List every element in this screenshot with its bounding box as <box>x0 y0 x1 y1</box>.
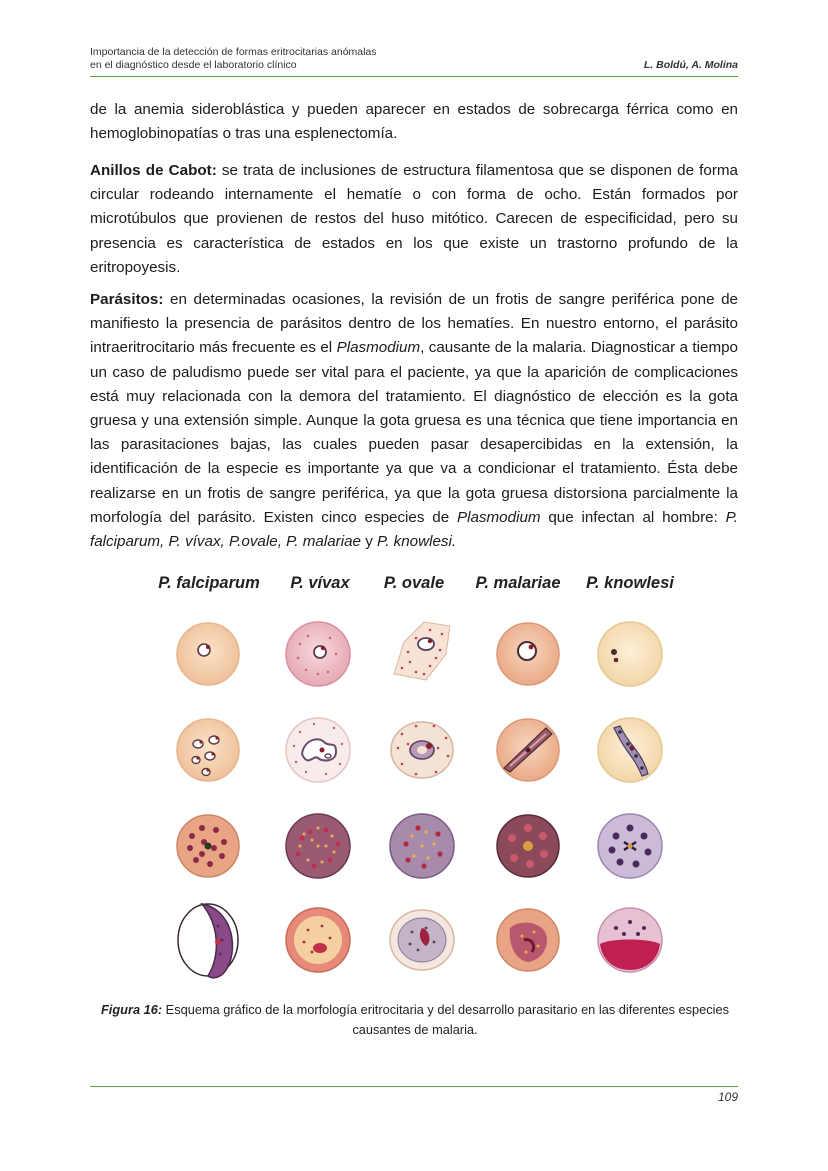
falciparum-multiple-rings-cell <box>168 710 248 790</box>
ovale-gametocyte-cell <box>382 900 462 980</box>
page-number: 109 <box>717 1090 738 1104</box>
paragraph-text: de la anemia sideroblástica y pueden aparecer en estados de sobrecarga férrica como en hemoglobinopatías o tras una esplenectomía. <box>90 101 738 143</box>
paragraph-cabot-rings <box>90 159 738 280</box>
running-header <box>90 44 738 77</box>
parasites-text-a: en determinadas ocasiones, la revisión de un frotis de sangre periférica pone de manifiesto la presencia de parásitos dentro de los hematíes. En nuestro entorno, el parásito intraeritrocitario más frecuente es el <box>90 291 738 357</box>
column-label-malariae: P. malariae <box>475 574 561 592</box>
knowlesi-ring-cell <box>590 614 670 694</box>
cabot-rings-text: se trata de inclusiones de estructura filamentosa que se disponen de forma circular rodeando internamente el hematíe o con forma de ocho. Están formados por microtúbulos que provienen de restos del huso mitótico. Carecen de especificidad, pero su presencia es característica de estados en los que existe un trastorno profundo de la eritropoyesis. <box>90 162 738 276</box>
parasites-text-b: , causante de la malaria. Diagnosticar a tiempo un caso de paludismo puede ser vital para el paciente, ya que la aparición de complicaciones está muy relacionada con la demora del tratamiento. El diagnóstico de elección es la gota gruesa y una extensión simple. Aunque la gota gruesa es una técnica que tiene importancia en las parasitaciones bajas, las cuales pueden pasar desapercibidas en la extensión, la identificación de la especie es importante ya que va a condicionar el tratamiento. Ésta debe realizarse en un frotis de sangre periférica, ya que la gota gruesa distorsiona parcialmente la morfología del parásito. Existen cinco especies de <box>90 339 738 526</box>
species-knowlesi: P. knowlesi. <box>377 533 457 551</box>
vivax-ring-cell <box>278 614 358 694</box>
ovale-trophozoite-cell <box>382 710 462 790</box>
plasmodium-term: Plasmodium <box>456 508 541 526</box>
malariae-schizont-cell <box>488 806 568 886</box>
knowlesi-gametocyte-cell <box>590 900 670 980</box>
header-authors: L. Boldú, A. Molina <box>643 59 738 71</box>
caption-label: Figura 16: <box>100 1002 163 1017</box>
paragraph-sideroblastic <box>90 98 738 146</box>
knowlesi-schizont-cell <box>590 806 670 886</box>
ovale-ring-cell <box>380 608 464 692</box>
column-label-vivax: P. vívax <box>290 574 350 592</box>
cabot-rings-heading: Anillos de Cabot: <box>90 162 217 179</box>
malaria-species-figure <box>150 570 690 990</box>
malariae-ring-cell <box>488 614 568 694</box>
plasmodium-term: Plasmodium <box>336 339 421 357</box>
malariae-band-cell <box>488 710 568 790</box>
header-title-line2: en el diagnóstico desde el laboratorio clínico <box>90 59 297 71</box>
vivax-ameboid-cell <box>278 710 358 790</box>
knowlesi-band-cell <box>590 710 670 790</box>
falciparum-ring-cell <box>168 614 248 694</box>
header-title-line1: Importancia de la detección de formas eritrocitarias anómalas <box>90 46 377 58</box>
ovale-schizont-cell <box>382 806 462 886</box>
species-list: P. falciparum, P. vívax, P.ovale, P. malariae <box>90 508 739 551</box>
falciparum-gametocyte-cell <box>168 896 248 984</box>
figure-caption <box>100 1000 730 1040</box>
column-label-knowlesi: P. knowlesi <box>586 574 674 592</box>
paragraph-parasites <box>90 288 738 554</box>
malariae-gametocyte-cell <box>488 900 568 980</box>
vivax-gametocyte-cell <box>278 900 358 980</box>
caption-text: Esquema gráfico de la morfología eritrocitaria y del desarrollo parasitario en las diferentes especies causantes de malaria. <box>162 1002 730 1037</box>
parasites-text-c: que infectan al hombre: <box>540 508 726 526</box>
falciparum-schizont-cell <box>168 806 248 886</box>
header-title <box>90 46 377 72</box>
parasites-text-y: y <box>360 533 378 551</box>
column-label-ovale: P. ovale <box>383 574 445 592</box>
column-label-falciparum: P. falciparum <box>158 574 260 592</box>
footer-divider <box>90 1086 738 1087</box>
parasites-heading: Parásitos: <box>90 291 164 308</box>
vivax-schizont-cell <box>278 806 358 886</box>
